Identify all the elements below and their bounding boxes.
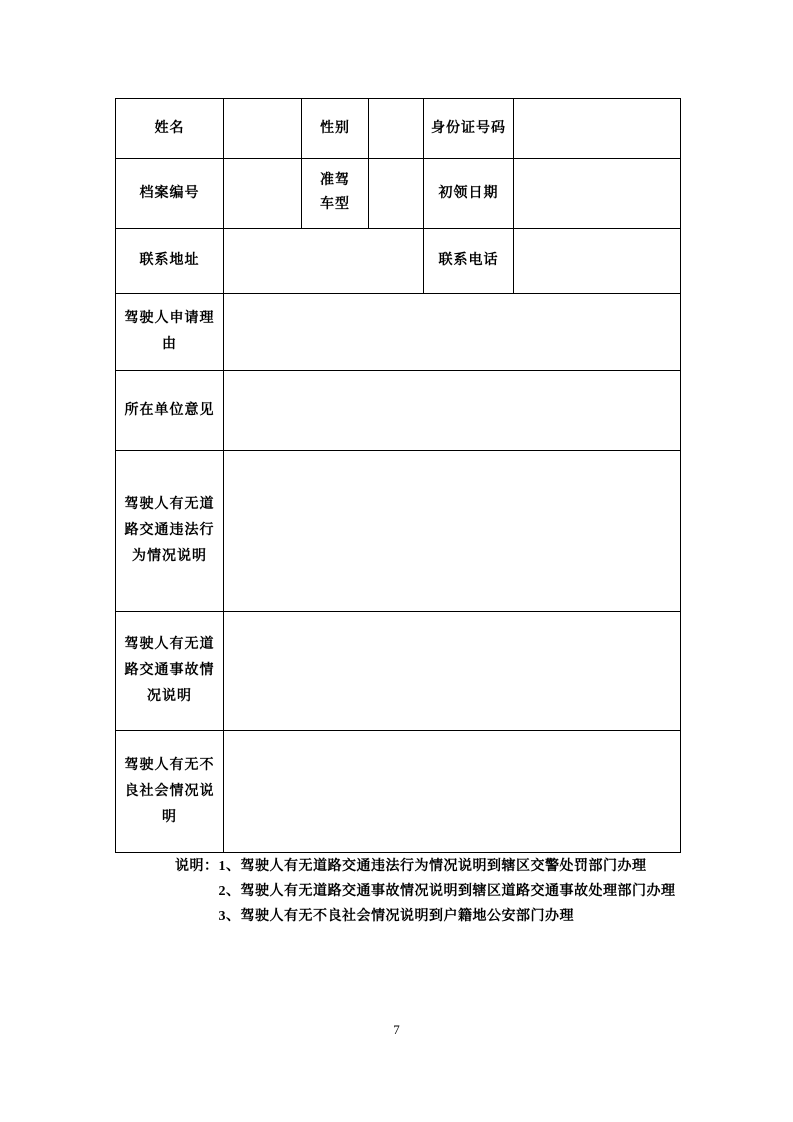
application-reason-label: 驾驶人申请理由 [116, 294, 224, 371]
note-item: 1、驾驶人有无道路交通违法行为情况说明到辖区交警处罚部门办理 [218, 859, 647, 874]
table-row [116, 371, 681, 451]
name-label: 姓名 [116, 99, 224, 159]
table-row [116, 159, 681, 229]
traffic-violation-label: 驾驶人有无道路交通违法行为情况说明 [116, 451, 224, 612]
table-row [116, 451, 681, 612]
first-issue-date-label: 初领日期 [424, 159, 514, 229]
application-reason-field[interactable] [224, 294, 681, 371]
first-issue-date-field[interactable] [514, 159, 681, 229]
notes-items [219, 854, 676, 929]
table-row [116, 612, 681, 731]
unit-opinion-label: 所在单位意见 [116, 371, 224, 451]
social-record-field[interactable] [224, 731, 681, 853]
name-field[interactable] [224, 99, 302, 159]
traffic-violation-field[interactable] [224, 451, 681, 612]
note-item: 3、驾驶人有无不良社会情况说明到户籍地公安部门办理 [218, 909, 574, 924]
application-form-table [115, 98, 681, 853]
table-row [116, 294, 681, 371]
contact-phone-label: 联系电话 [424, 229, 514, 294]
contact-address-label: 联系地址 [116, 229, 224, 294]
traffic-accident-label: 驾驶人有无道路交通事故情况说明 [116, 612, 224, 731]
page-number: 7 [393, 1022, 400, 1037]
table-row [116, 99, 681, 159]
note-item: 2、驾驶人有无道路交通事故情况说明到辖区道路交通事故处理部门办理 [218, 884, 676, 899]
table-row [116, 731, 681, 853]
unit-opinion-field[interactable] [224, 371, 681, 451]
social-record-label: 驾驶人有无不良社会情况说明 [116, 731, 224, 853]
id-number-label: 身份证号码 [424, 99, 514, 159]
file-number-label: 档案编号 [116, 159, 224, 229]
notes-block [175, 854, 676, 929]
gender-label: 性别 [302, 99, 369, 159]
notes-label: 说明： [175, 859, 219, 874]
gender-field[interactable] [369, 99, 424, 159]
contact-address-field[interactable] [224, 229, 424, 294]
contact-phone-field[interactable] [514, 229, 681, 294]
vehicle-class-field[interactable] [369, 159, 424, 229]
file-number-field[interactable] [224, 159, 302, 229]
vehicle-class-label-text: 准驾车型 [320, 173, 350, 212]
vehicle-class-label [302, 159, 369, 229]
id-number-field[interactable] [514, 99, 681, 159]
traffic-accident-field[interactable] [224, 612, 681, 731]
table-row [116, 229, 681, 294]
